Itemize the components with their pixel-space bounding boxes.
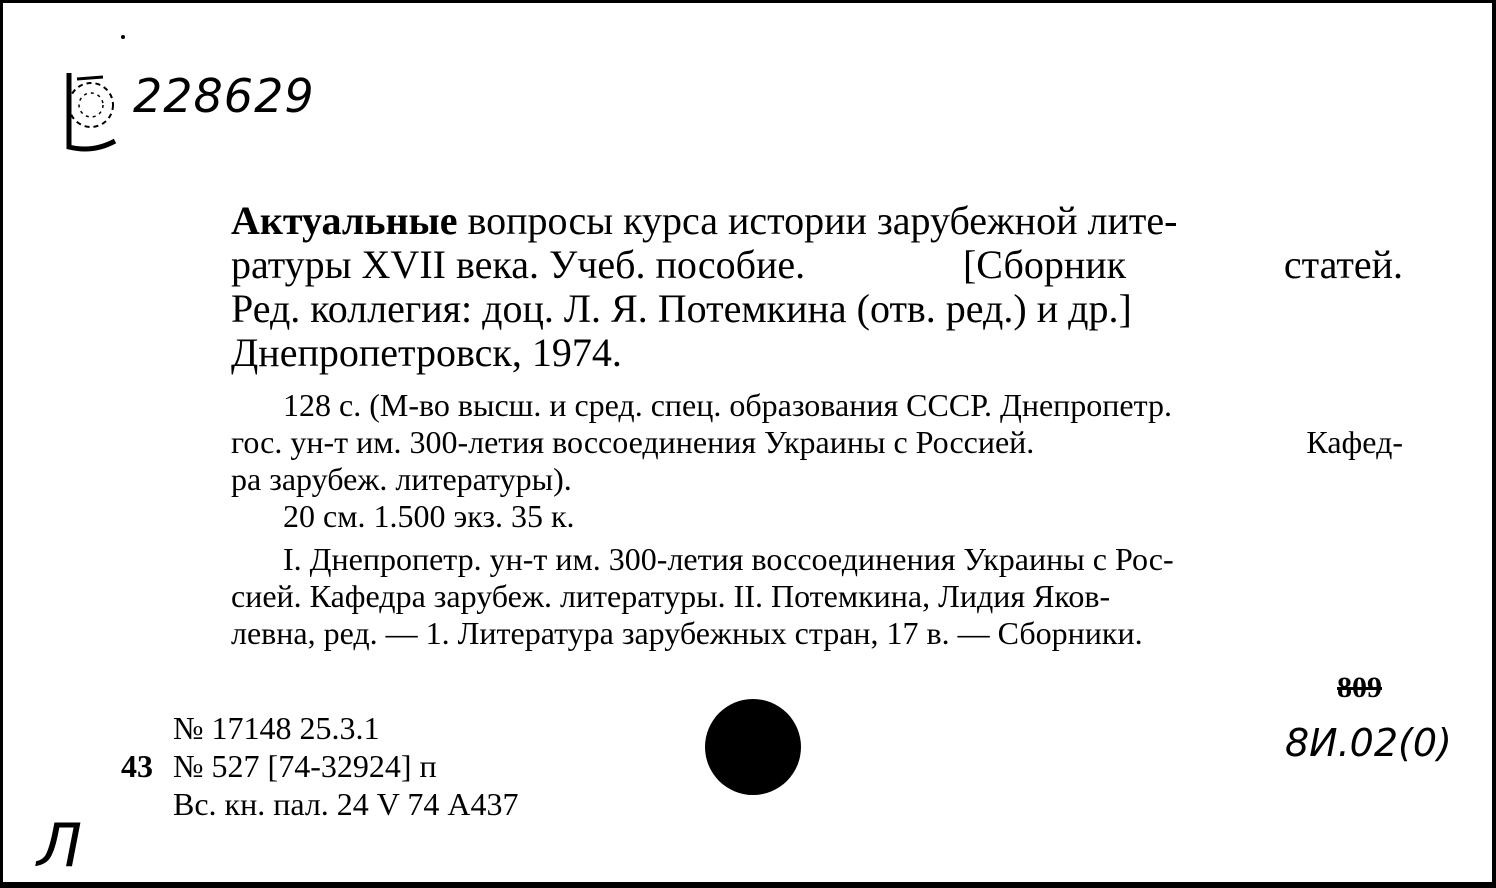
subjects-line-3: левна, ред. — 1. Литература зарубежных стран, 17 в. — Сборники. [231,615,1143,651]
title-line-2-right: статей. [1283,242,1403,287]
title-description [231,199,1403,375]
title-line-2-mid: [Сборник [962,242,1127,287]
collation [231,387,1403,535]
footer-line-2 [121,747,518,785]
title-line-3: Ред. коллегия: доц. Л. Я. Потемкина (отв. ред.) и др.] [231,286,1132,331]
order-number: № 17148 25.3.1 [173,710,380,746]
collation-line-3: ра зарубеж. литературы). [231,461,572,497]
footer-line-3 [121,785,518,823]
card-number: 228629 [133,69,315,123]
subjects-line-2: сией. Кафедра зарубеж. литературы. II. Потемкина, Лидия Яков- [231,578,1111,614]
crossed-classification: 809 [1337,671,1382,704]
title-line-1 [231,199,1403,243]
collation-line-2-right: Кафед- [1306,424,1403,460]
registration-number: № 527 [74-32924] п [173,748,437,784]
collation-line-1: 128 с. (М-во высш. и сред. спец. образования СССР. Днепропетр. [283,387,1172,423]
title-line-2 [231,243,1403,287]
title-line-4: Днепропетровск, 1974. [231,330,622,375]
book-chamber-info: Вс. кн. пал. 24 V 74 А437 [173,786,519,822]
ink-dot [121,35,125,39]
collation-line-4: 20 см. 1.500 экз. 35 к. [283,498,575,534]
collation-line-2-left: гос. ун-т им. 300-летия воссоединения Украины с Россией. [231,424,1035,460]
subject-entries [231,541,1403,652]
collation-line-2 [231,424,1403,461]
subjects-line-1: I. Днепропетр. ун-т им. 300-летия воссоединения Украины с Рос- [283,541,1174,577]
corner-mark: Л [37,811,83,881]
title-line-2-left: ратуры XVII века. Учеб. пособие. [231,242,806,287]
footer-prefix: 43 [121,748,153,784]
footer-line-1 [121,709,518,747]
footer-info [121,709,518,823]
handwritten-classification: 8И.02(0) [1285,721,1452,765]
punch-hole [705,699,801,795]
title-line-1-rest: вопросы курса истории зарубежной лите- [467,198,1178,243]
library-stamp-icon [59,65,125,155]
title-main-word: Актуальные [231,198,458,243]
